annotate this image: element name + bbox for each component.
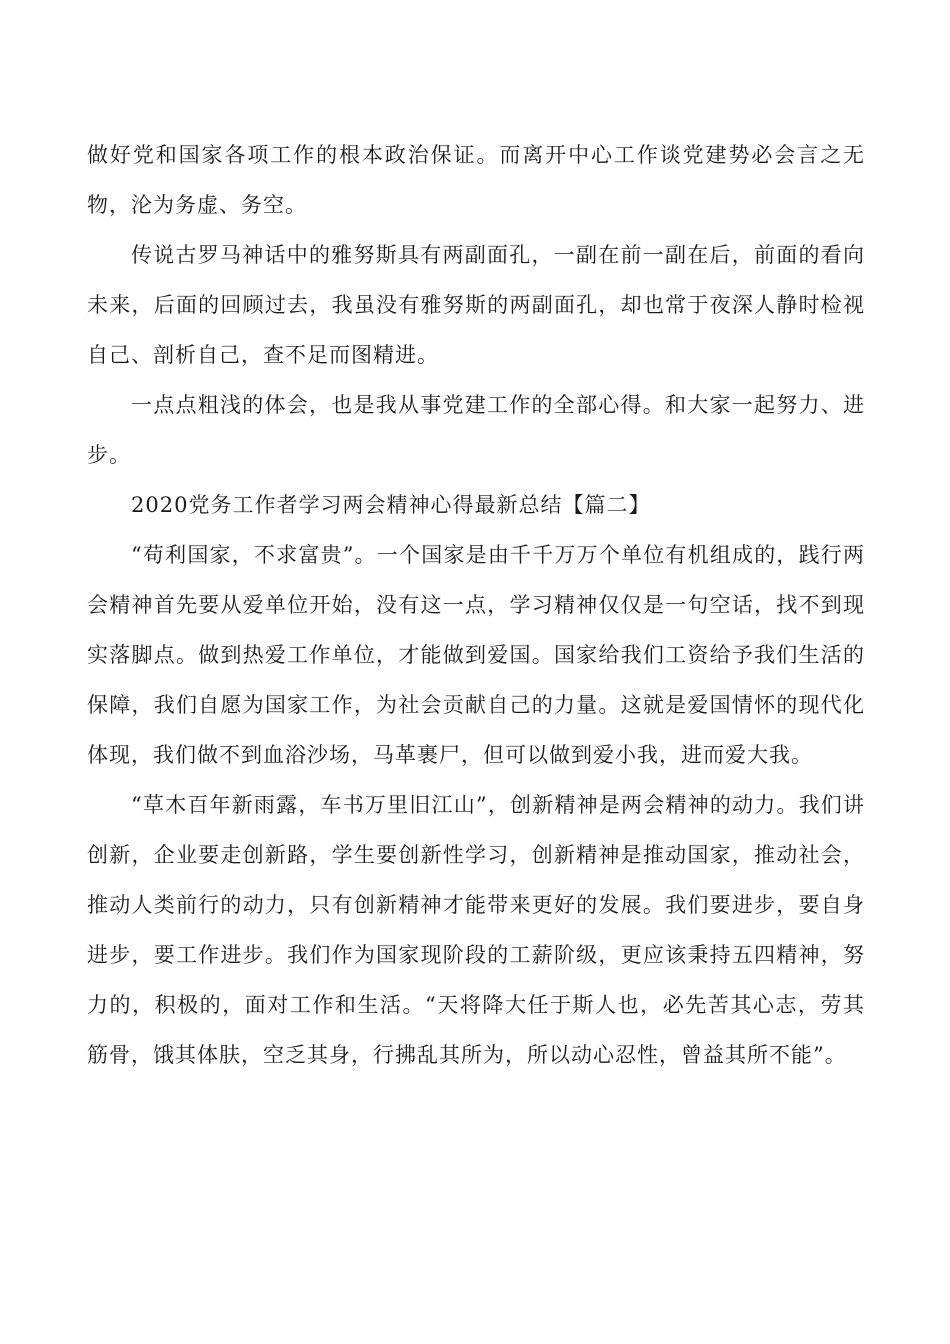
paragraph-janus: 传说古罗马神话中的雅努斯具有两副面孔，一副在前一副在后，前面的看向未来，后面的回顾过去，我虽没有雅努斯的两副面孔，却也常于夜深人静时检视自己、剖析自己，查不足而图精进。 (87, 243, 865, 367)
paragraph-continuation: 做好党和国家各项工作的根本政治保证。而离开中心工作谈党建势必会言之无物，沦为务虚、务空。 (87, 143, 865, 217)
section-heading: 2020党务工作者学习两会精神心得最新总结【篇二】 (131, 493, 651, 517)
paragraph-closing: 一点点粗浅的体会，也是我从事党建工作的全部心得。和大家一起努力、进步。 (87, 393, 865, 467)
paragraph-innovation: “草木百年新雨露，车书万里旧江山”，创新精神是两会精神的动力。我们讲创新，企业要走创新路，学生要创新性学习，创新精神是推动国家，推动社会，推动人类前行的动力，只有创新精神才能带来更好的发展。我们要进步，要自身进步，要工作进步。我们作为国家现阶段的工薪阶级，更应该秉持五四精神，努力的，积极的，面对工作和生活。“天将降大任于斯人也，必先苦其心志，劳其筋骨，饿其体肤，空乏其身，行拂乱其所为，所以动心忍性，曾益其所不能”。 (87, 793, 865, 1067)
paragraph-patriotism: “苟利国家，不求富贵”。一个国家是由千千万万个单位有机组成的，践行两会精神首先要从爱单位开始，没有这一点，学习精神仅仅是一句空话，找不到现实落脚点。做到热爱工作单位，才能做到爱国。国家给我们工资给予我们生活的保障，我们自愿为国家工作，为社会贡献自己的力量。这就是爱国情怀的现代化体现，我们做不到血浴沙场，马革裹尸，但可以做到爱小我，进而爱大我。 (87, 543, 865, 767)
